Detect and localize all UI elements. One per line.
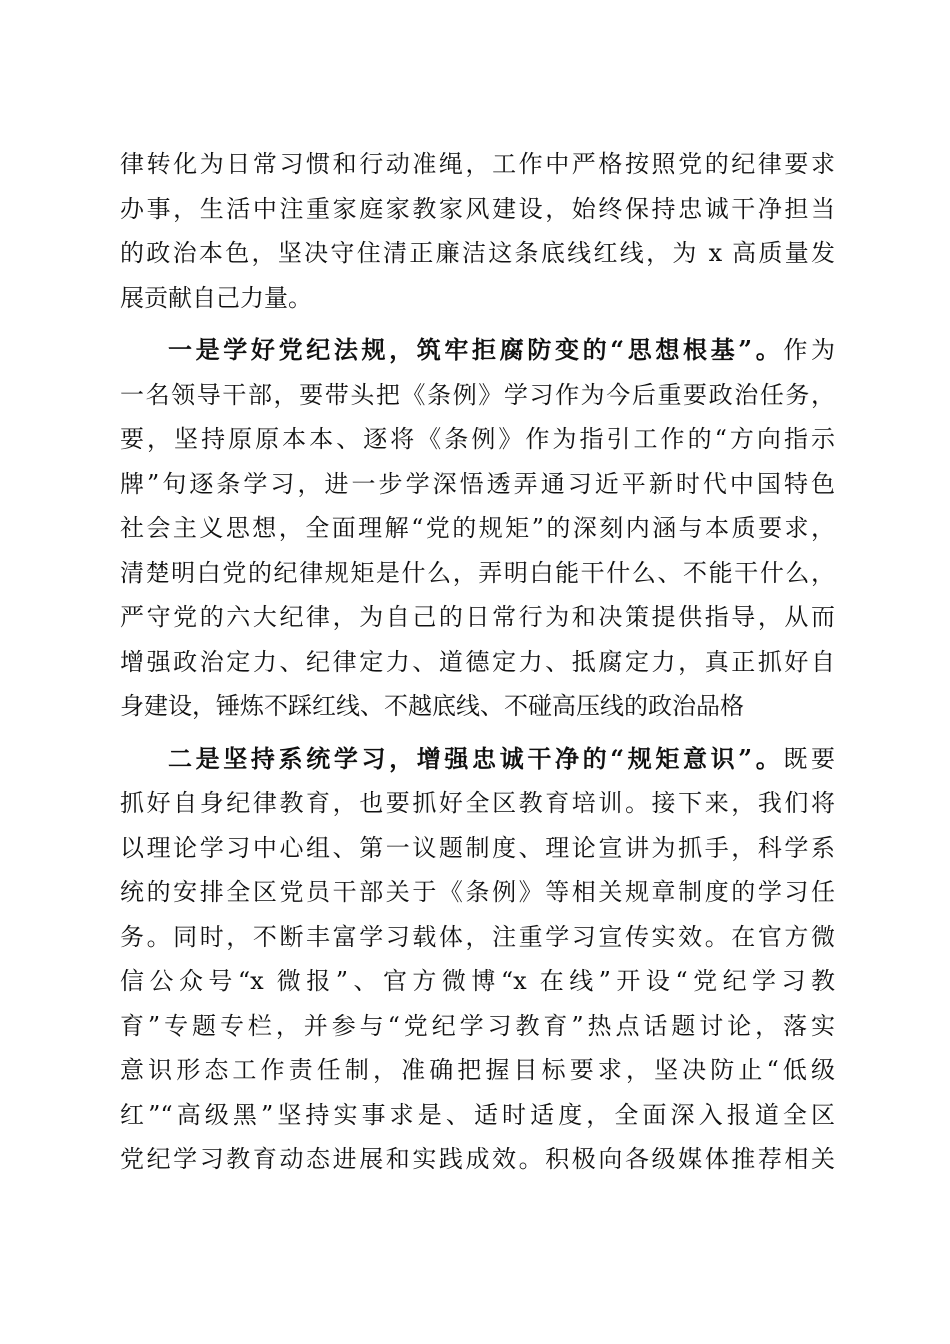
text-line: 务。同时，不断丰富学习载体，注重学习宣传实效。在官方微 xyxy=(120,922,835,951)
text-line: 牌”句逐条学习，进一步学深悟透弄通习近平新时代中国特色 xyxy=(120,469,835,498)
text-span: 既要 xyxy=(783,744,836,773)
text-line: 以理论学习中心组、第一议题制度、理论宣讲为抓手，科学系 xyxy=(120,833,835,862)
paragraph-1 xyxy=(120,142,835,320)
text-line: 清楚明白党的纪律规矩是什么，弄明白能干什么、不能干什么， xyxy=(120,558,835,587)
text-line: 意识形态工作责任制，准确把握目标要求，坚决防止“低级 xyxy=(120,1056,835,1084)
text-line: 要，坚持原原本本、逐将《条例》作为指引工作的“方向指示 xyxy=(120,425,835,453)
paragraph-heading: 二是坚持系统学习，增强忠诚干净的“规矩意识”。 xyxy=(168,743,784,773)
text-line: 展贡献自己力量。 xyxy=(120,283,312,312)
paragraph-3 xyxy=(120,737,835,1182)
text-span: 作为 xyxy=(783,336,836,364)
text-line: 育”专题专栏，并参与“党纪学习教育”热点话题讨论，落实 xyxy=(120,1011,835,1040)
text-line: 身建设，锤炼不踩红线、不越底线、不碰高压线的政治品格 xyxy=(120,692,744,720)
text-line: 社会主义思想，全面理解“党的规矩”的深刻内涵与本质要求， xyxy=(120,514,835,542)
text-line: 红”“高级黑”坚持实事求是、适时适度，全面深入报道全区 xyxy=(120,1100,835,1129)
text-line: 党纪学习教育动态进展和实践成效。积极向各级媒体推荐相关 xyxy=(120,1145,835,1173)
text-line: 抓好自身纪律教育，也要抓好全区教育培训。接下来，我们将 xyxy=(120,789,835,817)
text-line: 一名领导干部，要带头把《条例》学习作为今后重要政治任务， xyxy=(120,380,835,409)
document-body xyxy=(120,142,835,1182)
text-line: 的政治本色，坚决守住清正廉洁这条底线红线，为 x 高质量发 xyxy=(120,239,835,267)
paragraph-heading: 一是学好党纪法规，筑牢拒腐防变的“思想根基”。 xyxy=(168,335,784,364)
text-line: 增强政治定力、纪律定力、道德定力、抵腐定力，真正抓好自 xyxy=(120,647,835,676)
text-line: 信公众号“x 微报”、官方微博“x 在线”开设“党纪学习教 xyxy=(120,967,835,995)
text-line: 办事，生活中注重家庭家教家风建设，始终保持忠诚干净担当 xyxy=(120,194,835,223)
text-line xyxy=(120,328,835,373)
text-line: 统的安排全区党员干部关于《条例》等相关规章制度的学习任 xyxy=(120,878,835,906)
text-line: 严守党的六大纪律，为自己的日常行为和决策提供指导，从而 xyxy=(120,603,835,631)
text-line: 律转化为日常习惯和行动准绳，工作中严格按照党的纪律要求 xyxy=(120,150,835,178)
text-line xyxy=(120,737,835,782)
paragraph-2 xyxy=(120,328,835,729)
